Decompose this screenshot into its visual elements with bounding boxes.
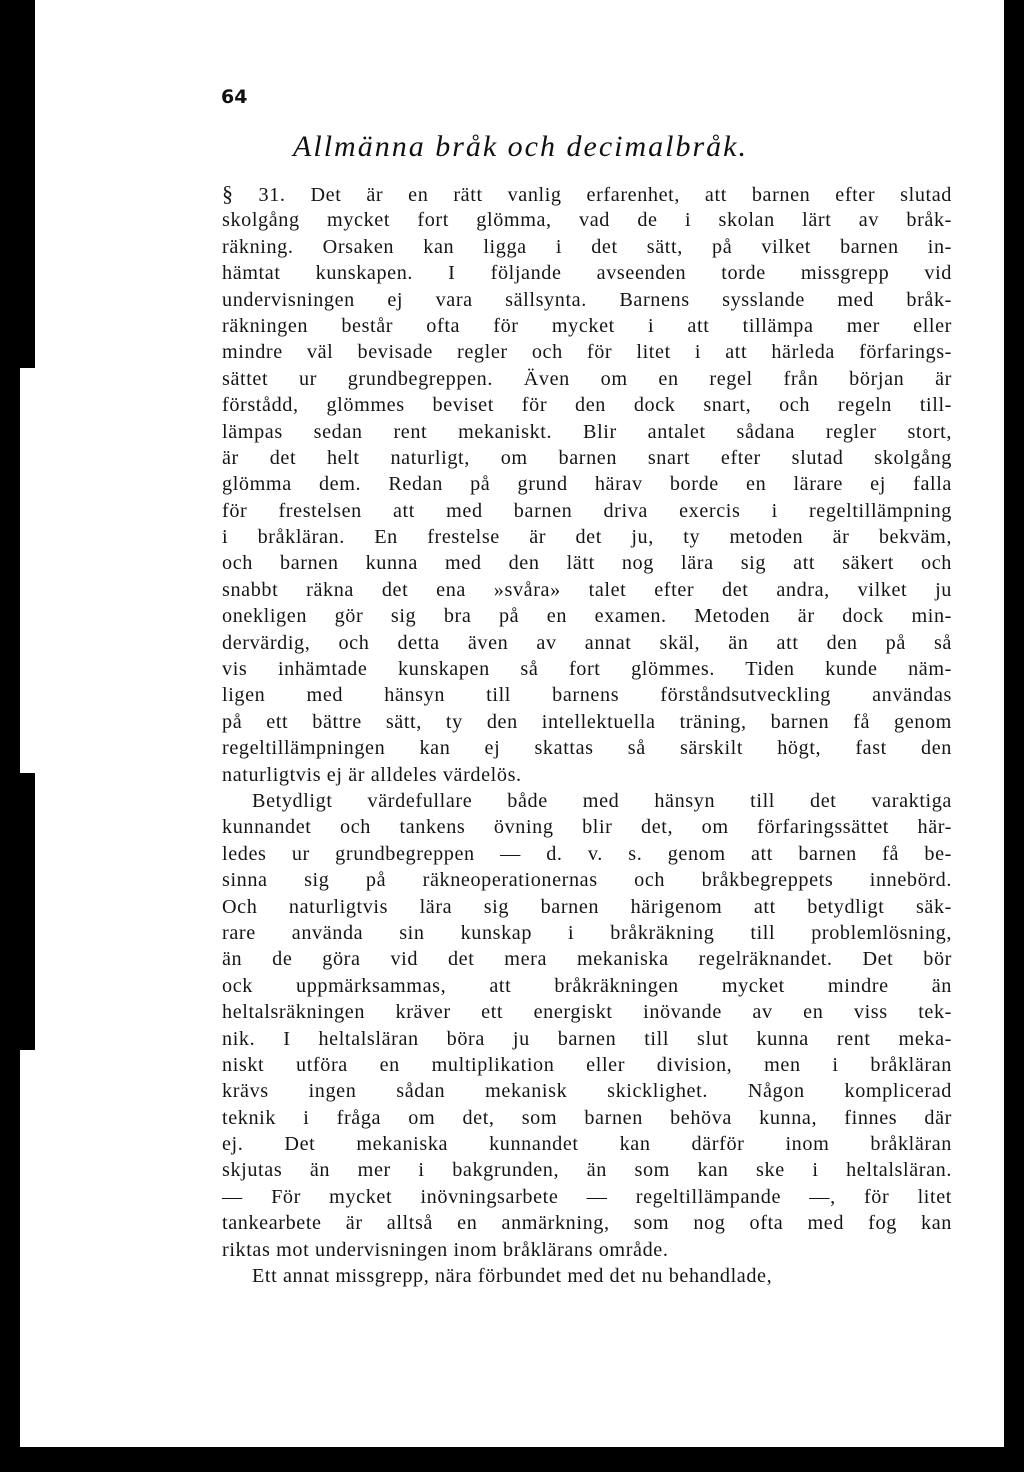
text-line: tankearbete är alltså en anmärkning, som nog ofta med fog kan [222,1212,952,1235]
text-line: heltalsräkningen kräver ett energiskt inövande av en viss tek- [222,1001,952,1024]
text-line: Betydligt värdefullare både med hänsyn till det varaktiga [252,789,952,812]
text-line: rare använda sin kunskap i bråkräkning till problemlösning, [222,921,952,944]
section-mark: § [222,181,234,206]
text-line: krävs ingen sådan mekanisk skicklighet. Någon komplicerad [222,1080,952,1103]
text-line: ledes ur grundbegreppen — d. v. s. genom att barnen få be- [222,842,952,865]
text-line: — För mycket inövningsarbete — regeltillämpande —, för litet [222,1185,952,1208]
text-line: glömma dem. Redan på grund härav borde en lärare ej falla [222,473,952,496]
text-line: i bråkläran. En frestelse är det ju, ty metoden är bekväm, [222,526,952,549]
text-line: Och naturligtvis lära sig barnen härigenom att betydligt säk- [222,895,952,918]
page-number: 64 [221,86,248,108]
text-line: räkningen består ofta för mycket i att tillämpa mer eller [222,314,952,337]
text-line: riktas mot undervisningen inom bråklärans område. [222,1238,669,1261]
text-line: ock uppmärksammas, att bråkräkningen mycket mindre än [222,974,952,997]
text-line: Ett annat missgrepp, nära förbundet med det nu behandlade, [252,1265,773,1288]
scan-edge-bar-lower [20,1050,37,1447]
text-line: nik. I heltalsläran böra ju barnen till slut kunna rent meka- [222,1027,952,1050]
text-line: ej. Det mekaniska kunnandet kan därför inom bråkläran [222,1133,952,1156]
text-line: niskt utföra en multiplikation eller division, men i bråkläran [222,1053,952,1076]
text-line [222,181,952,207]
text-line: och barnen kunna med den lätt nog lära sig att säkert och [222,552,952,575]
text-line: förstådd, glömmes beviset för den dock snart, och regeln till- [222,394,952,417]
text-line: mindre väl bevisade regler och för litet i att härleda förfarings- [222,341,952,364]
text-line: naturligtvis ej är alldeles värdelös. [222,763,522,786]
body-text [222,181,952,1289]
text-line: är det helt naturligt, om barnen snart efter slutad skolgång [222,446,952,469]
text-line: på ett bättre sätt, ty den intellektuella träning, barnen få genom [222,710,952,733]
text-line-content: 31. Det är en rätt vanlig erfarenhet, att barnen efter slutad [233,184,952,206]
text-line: snabbt räkna det ena »svåra» talet efter det andra, vilket ju [222,578,952,601]
text-line: skolgång mycket fort glömma, vad de i skolan lärt av bråk- [222,209,952,232]
chapter-title: Allmänna bråk och decimalbråk. [293,130,748,163]
text-line: sinna sig på räkneoperationernas och bråkbegreppets innebörd. [222,869,952,892]
text-line: dervärdig, och detta även av annat skäl, än att den på så [222,631,952,654]
text-line: räkning. Orsaken kan ligga i det sätt, på vilket barnen in- [222,235,952,258]
text-line: sättet ur grundbegreppen. Även om en regel från början är [222,367,952,390]
text-line: onekligen gör sig bra på en examen. Metoden är dock min- [222,605,952,628]
text-line: regeltillämpningen kan ej skattas så särskilt högt, fast den [222,737,952,760]
text-line: vis inhämtade kunskapen så fort glömmes. Tiden kunde näm- [222,658,952,681]
text-line: ligen med hänsyn till barnens förståndsutveckling användas [222,684,952,707]
text-line: teknik i fråga om det, som barnen behöva kunna, finnes där [222,1106,952,1129]
text-line: kunnandet och tankens övning blir det, om förfaringssättet här- [222,816,952,839]
book-page [37,0,1004,1447]
text-line: för frestelsen att med barnen driva exercis i regeltillämpning [222,499,952,522]
text-line: hämtat kunskapen. I följande avseenden torde missgrepp vid [222,262,952,285]
text-line: skjutas än mer i bakgrunden, än som kan ske i heltalsläran. [222,1159,952,1182]
scan-bottom-border [600,1447,1004,1472]
text-line: lämpas sedan rent mekaniskt. Blir antalet sådana regler stort, [222,420,952,443]
scan-edge-bar-upper [20,368,37,773]
text-line: undervisningen ej vara sällsynta. Barnens sysslande med bråk- [222,288,952,311]
text-line: än de göra vid det mera mekaniska regelräknandet. Det bör [222,948,952,971]
